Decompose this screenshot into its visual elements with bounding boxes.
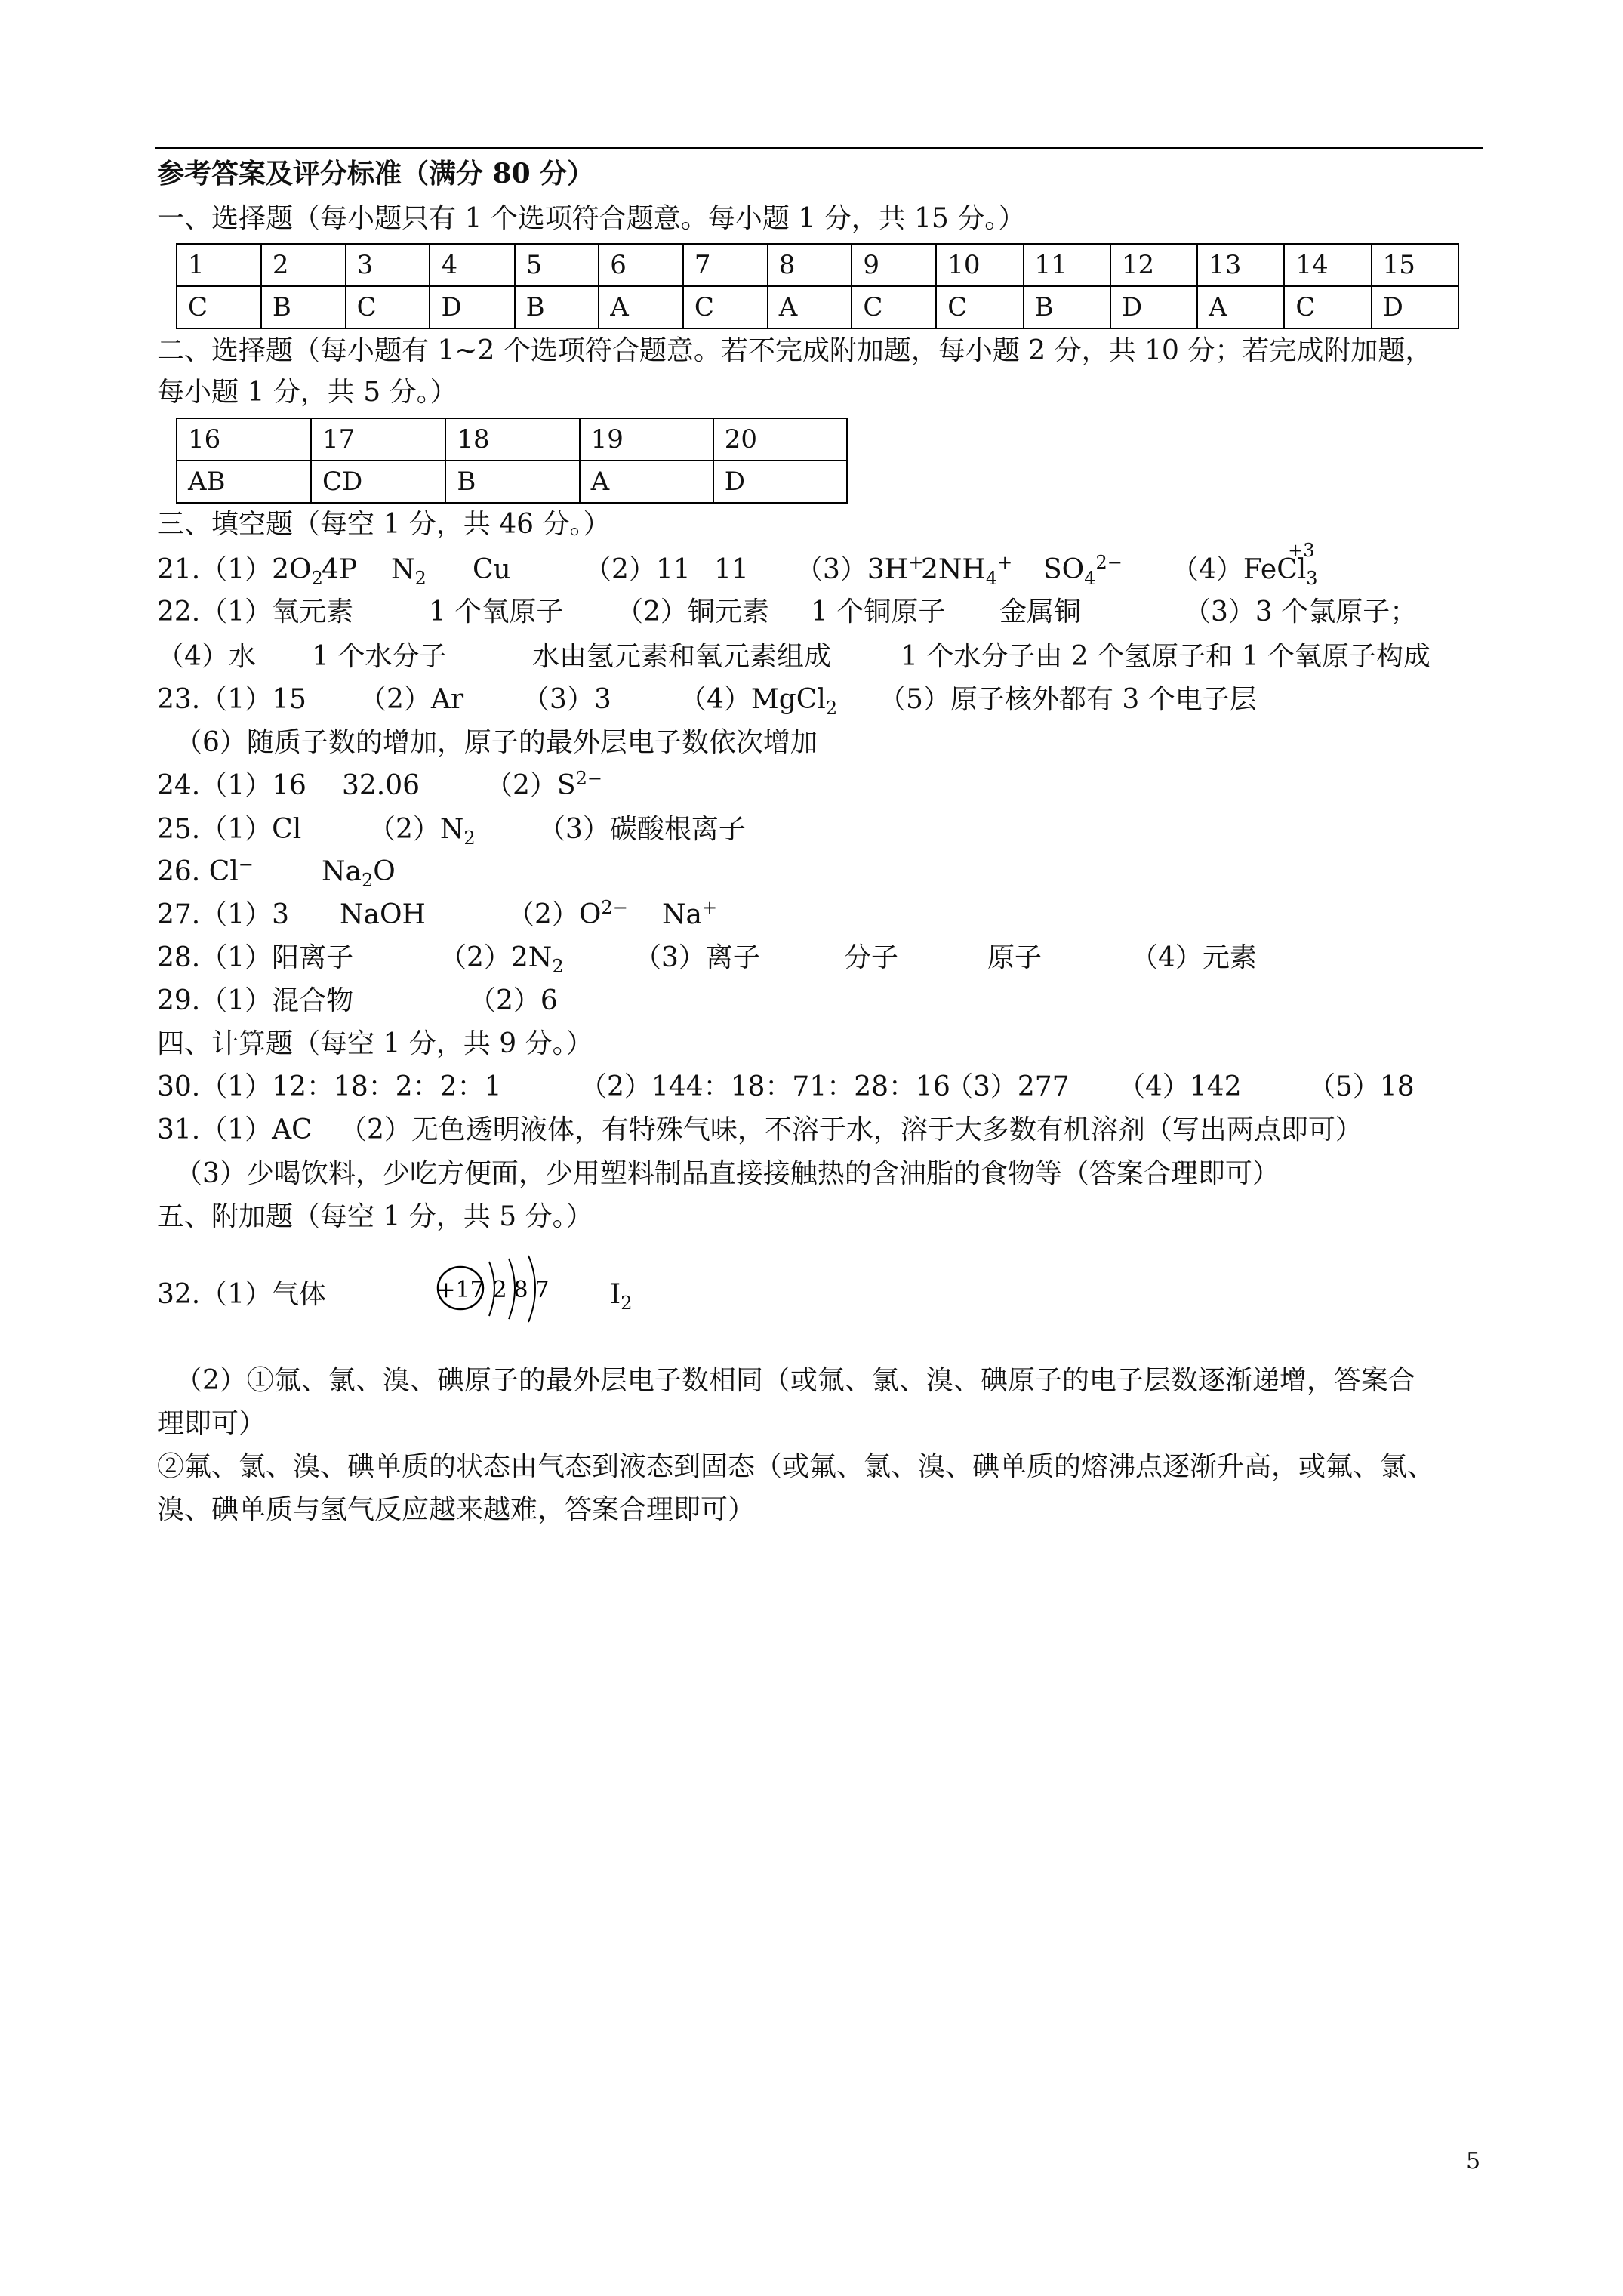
answer-text: （3）3 个氯原子； [1184, 596, 1418, 627]
table-cell: 15 [1372, 244, 1458, 286]
answer-text: 原子 [987, 942, 1042, 973]
answer-text: 22.（1）氧元素 [157, 596, 354, 627]
answer-text: （5）18 [1308, 1071, 1415, 1102]
superscript: 2− [1095, 552, 1123, 573]
table-cell: C [683, 286, 768, 328]
table-cell: 17 [311, 418, 445, 461]
answer-text: （3）离子 [634, 942, 760, 973]
table-cell: C [346, 286, 430, 328]
subscript: 2 [311, 568, 323, 590]
answer-text: 28.（1）阳离子 [157, 942, 354, 973]
table-row-numbers [177, 418, 847, 461]
shell-electron-count: 7 [534, 1277, 550, 1303]
answer-31-line-2: （3）少喝饮料，少吃方便面，少用塑料制品直接接触热的含油脂的食物等（答案合理即可） [175, 1158, 1280, 1189]
answer-text: （2）无色透明液体，有特殊气味，不溶于水，溶于大多数有机溶剂（写出两点即可） [340, 1114, 1363, 1145]
table-cell: 14 [1284, 244, 1371, 286]
answer-text: （4）FeCl [1172, 554, 1307, 585]
answer-text: 分子 [844, 942, 899, 973]
table-cell: 2 [261, 244, 346, 286]
table-cell: 6 [599, 244, 683, 286]
table-cell: 3 [346, 244, 430, 286]
table-cell: 7 [683, 244, 768, 286]
table-cell: 18 [445, 418, 579, 461]
answer-text: （4）142 [1118, 1071, 1242, 1102]
superscript: + [701, 897, 718, 918]
answer-text: 29.（1）混合物 [157, 985, 354, 1016]
answer-text: 25.（1）Cl [157, 814, 302, 845]
page-number: 5 [1466, 2148, 1481, 2174]
table-row-numbers [177, 244, 1458, 286]
superscript: 2− [601, 897, 628, 918]
nucleus-charge: +17 [436, 1277, 485, 1303]
answer-text: 水由氢元素和氧元素组成 [532, 641, 832, 672]
subscript: 4 [1084, 568, 1096, 590]
superscript: + [997, 552, 1013, 573]
answer-text: （2）144：18：71：28：16 [580, 1071, 950, 1102]
table-row-answers [177, 286, 1458, 328]
answer-text: 21.（1）2O [157, 554, 312, 585]
answer-text: 30.（1）12：18：2：2：1 [157, 1071, 502, 1102]
table-cell: 5 [515, 244, 599, 286]
answer-text: （3）3 [522, 684, 611, 715]
answer-32-3-line-2: 溴、碘单质与氢气反应越来越难，答案合理即可） [157, 1494, 756, 1525]
answer-32-2-line-1: （2）①氟、氯、溴、碘原子的最外层电子数相同（或氟、氯、溴、碘原子的电子层数逐渐递增，答案合 [175, 1365, 1415, 1396]
answer-27 [157, 898, 717, 932]
answer-32-1-iodine [610, 1278, 633, 1314]
answer-text: SO [1043, 554, 1085, 585]
table-cell: 16 [177, 418, 311, 461]
table-cell: C [1284, 286, 1371, 328]
answer-text: （2）6 [469, 985, 558, 1016]
superscript: + [908, 552, 924, 573]
subscript: 2 [414, 568, 427, 590]
table-cell: B [515, 286, 599, 328]
table-cell: CD [311, 461, 445, 503]
answer-21 [157, 540, 1318, 590]
table-cell: 19 [580, 418, 713, 461]
answer-key-title: 参考答案及评分标准（满分 80 分） [157, 158, 595, 190]
answer-text: （2）N [368, 814, 464, 845]
section-2-answer-table [176, 418, 848, 504]
table-cell: 20 [713, 418, 847, 461]
answer-28 [157, 942, 1257, 978]
section-5-heading: 五、附加题（每空 1 分，共 5 分。） [157, 1201, 593, 1232]
top-rule [155, 147, 1483, 149]
answer-text: （2）11 [584, 554, 691, 585]
superscript: − [238, 854, 254, 875]
answer-text: Na [322, 856, 362, 887]
table-cell: C [177, 286, 261, 328]
table-cell: D [1372, 286, 1458, 328]
answer-text: 11 [714, 554, 749, 585]
answer-text: 32.06 [342, 770, 420, 801]
subscript: 3 [1306, 568, 1318, 590]
answer-text: （2）Ar [359, 684, 464, 715]
table-cell: A [599, 286, 683, 328]
answer-text: （2）S [485, 770, 576, 801]
subscript: 4 [985, 568, 998, 590]
subscript: 2 [825, 698, 838, 720]
valence-annotation [1172, 540, 1318, 590]
answer-text: 32.（1）气体 [157, 1279, 327, 1310]
table-cell: B [1024, 286, 1110, 328]
answer-text: 2NH [921, 554, 986, 585]
answer-text: （4）元素 [1131, 942, 1257, 973]
section-2-heading-line-1: 二、选择题（每小题有 1~2 个选项符合题意。若不完成附加题，每小题 2 分，共 10 分；若完成附加题， [157, 335, 1433, 366]
table-cell: 8 [768, 244, 852, 286]
answer-text: O [373, 856, 396, 887]
answer-23-line-1 [157, 683, 1257, 720]
answer-text: （3）3H [796, 554, 909, 585]
answer-text: 26. Cl [157, 856, 239, 887]
answer-22-line-2 [157, 640, 1431, 673]
answer-text: 1 个氧原子 [429, 596, 564, 627]
valence-label: +3 [1288, 540, 1315, 561]
section-1-answer-table [176, 243, 1459, 329]
table-cell: 10 [936, 244, 1023, 286]
answer-text: 23.（1）15 [157, 684, 306, 715]
subscript: 2 [552, 956, 564, 978]
section-2-heading-line-2: 每小题 1 分，共 5 分。） [157, 377, 457, 408]
table-cell: 1 [177, 244, 261, 286]
answer-text: 金属铜 [999, 596, 1082, 627]
table-cell: B [445, 461, 579, 503]
table-cell: A [768, 286, 852, 328]
answer-25 [157, 813, 746, 849]
answer-text: I [610, 1279, 621, 1310]
answer-23-line-2: （6）随质子数的增加，原子的最外层电子数依次增加 [175, 727, 818, 758]
answer-text: 1 个水分子 [312, 641, 447, 672]
table-cell: A [580, 461, 713, 503]
answer-text: 31.（1）AC [157, 1114, 313, 1145]
answer-30 [157, 1071, 1415, 1104]
answer-24 [157, 769, 602, 803]
answer-text: （4）水 [157, 641, 256, 672]
answer-text: 1 个水分子由 2 个氢原子和 1 个氧原子构成 [901, 641, 1431, 672]
answer-31-line-1 [157, 1114, 1363, 1147]
answer-22-line-1 [157, 596, 1417, 629]
table-cell: A [1197, 286, 1284, 328]
answer-text: 4P [322, 554, 358, 585]
shell-electron-count: 8 [513, 1277, 528, 1303]
table-cell: 13 [1197, 244, 1284, 286]
shell-electron-count: 2 [492, 1277, 507, 1303]
table-cell: C [936, 286, 1023, 328]
table-cell: D [1110, 286, 1197, 328]
table-cell: 4 [430, 244, 514, 286]
table-cell: 11 [1024, 244, 1110, 286]
answer-32-1 [157, 1278, 425, 1311]
section-4-heading: 四、计算题（每空 1 分，共 9 分。） [157, 1028, 593, 1059]
answer-32-2-line-2: 理即可） [157, 1408, 266, 1439]
answer-text: （3）碳酸根离子 [538, 814, 746, 845]
subscript: 2 [621, 1293, 633, 1314]
answer-text: Cu [473, 554, 511, 585]
table-cell: D [430, 286, 514, 328]
answer-text: 24.（1）16 [157, 770, 306, 801]
answer-text: （5）原子核外都有 3 个电子层 [879, 684, 1257, 715]
answer-text: （2）铜元素 [616, 596, 769, 627]
section-1-heading: 一、选择题（每小题只有 1 个选项符合题意。每小题 1 分，共 15 分。） [157, 203, 1026, 234]
answer-26 [157, 854, 396, 892]
chlorine-atom-structure-diagram [427, 1251, 556, 1325]
answer-text: （2）O [507, 899, 602, 930]
answer-29 [157, 985, 558, 1018]
table-cell: 12 [1110, 244, 1197, 286]
answer-32-3-line-1: ②氟、氯、溴、碘单质的状态由气态到液态到固态（或氟、氯、溴、碘单质的熔沸点逐渐升高，或氟、氯、 [157, 1451, 1435, 1482]
answer-text: N [391, 554, 415, 585]
subscript: 2 [361, 870, 374, 892]
answer-text: 1 个铜原子 [811, 596, 946, 627]
answer-text: NaOH [340, 899, 426, 930]
answer-text: （3）277 [946, 1071, 1070, 1102]
answer-text: Na [662, 899, 702, 930]
subscript: 2 [463, 827, 476, 849]
section-3-heading: 三、填空题（每空 1 分，共 46 分。） [157, 509, 611, 540]
table-cell: AB [177, 461, 311, 503]
answer-text: 27.（1）3 [157, 899, 290, 930]
table-cell: B [261, 286, 346, 328]
table-cell: D [713, 461, 847, 503]
table-cell: C [852, 286, 936, 328]
answer-text: （2）2N [439, 942, 553, 973]
answer-text: （4）MgCl [679, 684, 826, 715]
table-row-answers [177, 461, 847, 503]
superscript: 2− [575, 768, 602, 789]
table-cell: 9 [852, 244, 936, 286]
